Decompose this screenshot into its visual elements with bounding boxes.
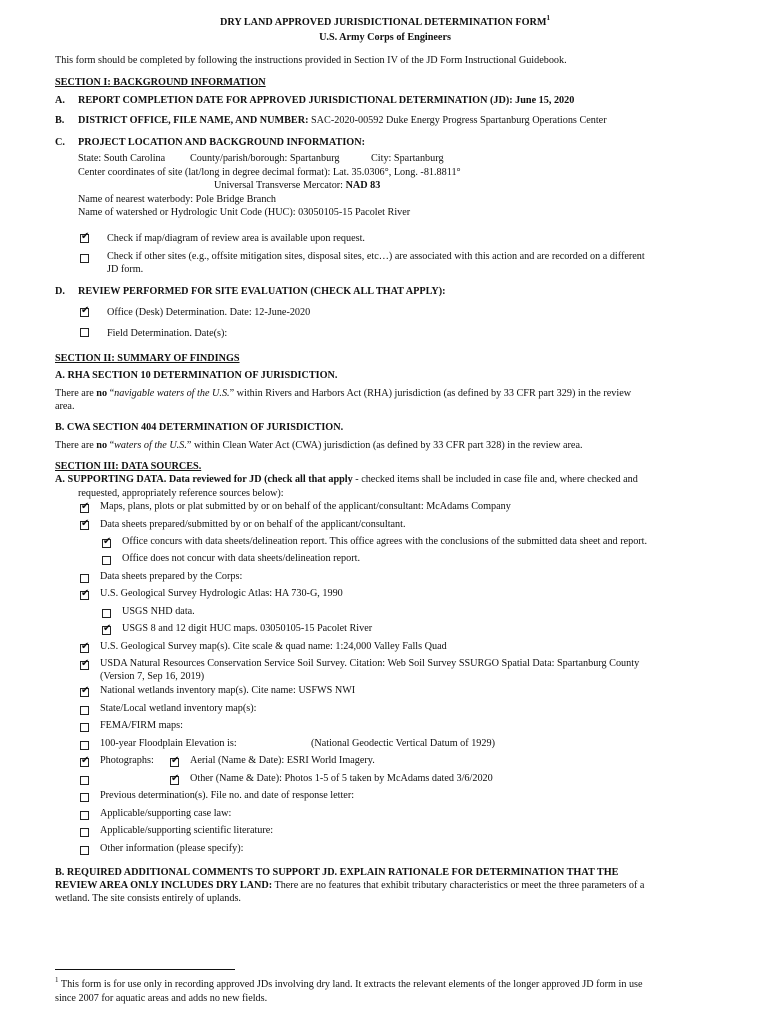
project-location-heading: PROJECT LOCATION AND BACKGROUND INFORMATION: <box>78 137 365 148</box>
usgs-maps-checkbox[interactable] <box>80 644 89 653</box>
office-determination-checkbox[interactable] <box>80 308 89 317</box>
section2-heading: SECTION II: SUMMARY OF FINDINGS <box>55 353 240 364</box>
footnote-divider <box>55 969 235 970</box>
soil-survey-label-cont: (Version 7, Sep 16, 2019) <box>100 671 205 682</box>
photographs-label: Photographs: <box>100 755 154 766</box>
footnote-ref: 1 <box>546 14 550 22</box>
footnote-text-cont: since 2007 for aquatic areas and adds no new fields. <box>55 993 268 1004</box>
section1-a-label: A. <box>55 95 65 106</box>
datasheets-label: Data sheets prepared/submitted by or on behalf of the applicant/consultant. <box>100 519 406 530</box>
nwi-checkbox[interactable] <box>80 688 89 697</box>
office-not-concur-label: Office does not concur with data sheets/delineation report. <box>122 553 361 564</box>
section1-heading: SECTION I: BACKGROUND INFORMATION <box>55 77 266 88</box>
nwi-label: National wetlands inventory map(s). Cite name: USFWS NWI <box>100 685 356 696</box>
cwa-paragraph: There are no “waters of the U.S.” within Clean Water Act (CWA) jurisdiction (as defined by 33 CFR part 328) in the review area. <box>55 440 583 451</box>
review-performed-heading: REVIEW PERFORMED FOR SITE EVALUATION (CHECK ALL THAT APPLY): <box>78 286 446 297</box>
state-field: State: South Carolina <box>78 153 166 164</box>
maps-checkbox[interactable] <box>80 504 89 513</box>
previous-determination-label: Previous determination(s). File no. and date of response letter: <box>100 790 355 801</box>
utm: Universal Transverse Mercator: NAD 83 <box>214 180 381 191</box>
rha-heading: A. RHA SECTION 10 DETERMINATION OF JURISDICTION. <box>55 370 338 381</box>
supporting-data-heading: A. SUPPORTING DATA. Data reviewed for JD (check all that apply - checked items shall be included in case file and, where checked and <box>55 474 638 485</box>
coordinates: Center coordinates of site (lat/long in degree decimal format): Lat. 35.0306°, Long. -81.8811° <box>78 167 461 178</box>
maps-label: Maps, plans, plots or plat submitted by or on behalf of the applicant/consultant: McAdams Company <box>100 501 511 512</box>
floodplain-label: 100-year Floodplain Elevation is: <box>100 738 237 749</box>
case-law-checkbox[interactable] <box>80 811 89 820</box>
footnote-text: $^1$ This form is for use only in recording approved JDs involving dry land. It extracts the relevant elements of the longer approved JD form in use <box>55 976 643 990</box>
section1-b-label: B. <box>55 115 65 126</box>
field-determination-label: Field Determination. Date(s): <box>107 328 228 339</box>
usgs-huc-checkbox[interactable] <box>102 626 111 635</box>
watershed-huc: Name of watershed or Hydrologic Unit Code (HUC): 03050105-15 Pacolet River <box>78 207 411 218</box>
other-sites-checkbox[interactable] <box>80 254 89 263</box>
usgs-maps-label: U.S. Geological Survey map(s). Cite scale & quad name: 1:24,000 Valley Falls Quad <box>100 641 447 652</box>
usgs-atlas-label: U.S. Geological Survey Hydrologic Atlas: HA 730-G, 1990 <box>100 588 343 599</box>
section1-c-label: C. <box>55 137 65 148</box>
aerial-checkbox[interactable] <box>170 758 179 767</box>
previous-determination-checkbox[interactable] <box>80 793 89 802</box>
county-field: County/parish/borough: Spartanburg <box>190 153 340 164</box>
other-information-checkbox[interactable] <box>80 846 89 855</box>
scientific-literature-label: Applicable/supporting scientific literature: <box>100 825 274 836</box>
usgs-atlas-checkbox[interactable] <box>80 591 89 600</box>
usgs-nhd-checkbox[interactable] <box>102 609 111 618</box>
additional-comments-heading-cont: REVIEW AREA ONLY INCLUDES DRY LAND: There are no features that exhibit tributary characteristics or meet the three parameters of a <box>55 880 645 891</box>
photographs-other-row-checkbox[interactable] <box>80 776 89 785</box>
fema-checkbox[interactable] <box>80 723 89 732</box>
office-concurs-checkbox[interactable] <box>102 539 111 548</box>
fema-label: FEMA/FIRM maps: <box>100 720 183 731</box>
rha-paragraph-cont: area. <box>55 401 75 412</box>
additional-comments-text: wetland. The site consists entirely of uplands. <box>55 893 241 904</box>
office-not-concur-checkbox[interactable] <box>102 556 111 565</box>
usgs-nhd-label: USGS NHD data. <box>122 606 195 617</box>
form-title: DRY LAND APPROVED JURISDICTIONAL DETERMINATION FORM$^1$ <box>219 14 550 28</box>
city-field: City: Spartanburg <box>371 153 444 164</box>
section1-d-label: D. <box>55 286 65 297</box>
map-available-label: Check if map/diagram of review area is available upon request. <box>107 233 365 244</box>
soil-survey-label: USDA Natural Resources Conservation Service Soil Survey. Citation: Web Soil Survey SSURGO Spatial Data: Spartanburg County <box>100 658 640 669</box>
cwa-heading: B. CWA SECTION 404 DETERMINATION OF JURISDICTION. <box>55 422 344 433</box>
soil-survey-checkbox[interactable] <box>80 661 89 670</box>
additional-comments-heading: B. REQUIRED ADDITIONAL COMMENTS TO SUPPORT JD. EXPLAIN RATIONALE FOR DETERMINATION THAT THE <box>55 867 619 878</box>
district-office: DISTRICT OFFICE, FILE NAME, AND NUMBER: SAC-2020-00592 Duke Energy Progress Spartanburg Operations Center <box>78 115 607 126</box>
intro-text: This form should be completed by following the instructions provided in Section IV of the JD Form Instructional Guidebook. <box>55 55 567 66</box>
other-sites-label-cont: JD form. <box>107 264 144 275</box>
rha-paragraph: There are no “navigable waters of the U.S.” within Rivers and Harbors Act (RHA) jurisdiction (as defined by 33 CFR part 329) in the review <box>55 388 632 399</box>
nearest-waterbody: Name of nearest waterbody: Pole Bridge Branch <box>78 194 277 205</box>
office-concurs-label: Office concurs with data sheets/delineation report. This office agrees with the conclusions of the submitted data sheet and report. <box>122 536 648 547</box>
field-determination-checkbox[interactable] <box>80 328 89 337</box>
state-local-checkbox[interactable] <box>80 706 89 715</box>
photographs-checkbox[interactable] <box>80 758 89 767</box>
section3-heading: SECTION III: DATA SOURCES. <box>55 461 202 472</box>
floodplain-checkbox[interactable] <box>80 741 89 750</box>
supporting-data-heading-cont: requested, appropriately reference sources below): <box>78 488 284 499</box>
datasheets-checkbox[interactable] <box>80 521 89 530</box>
scientific-literature-checkbox[interactable] <box>80 828 89 837</box>
office-determination-label: Office (Desk) Determination. Date: 12-June-2020 <box>107 307 311 318</box>
usgs-huc-label: USGS 8 and 12 digit HUC maps. 03050105-15 Pacolet River <box>122 623 373 634</box>
aerial-label: Aerial (Name & Date): ESRI World Imagery. <box>190 755 375 766</box>
other-sites-label: Check if other sites (e.g., offsite mitigation sites, disposal sites, etc…) are associated with this action and are recorded on a different <box>107 251 645 262</box>
other-photos-checkbox[interactable] <box>170 776 179 785</box>
agency-name: U.S. Army Corps of Engineers <box>319 32 451 43</box>
state-local-label: State/Local wetland inventory map(s): <box>100 703 257 714</box>
other-photos-label: Other (Name & Date): Photos 1-5 of 5 taken by McAdams dated 3/6/2020 <box>190 773 493 784</box>
corps-datasheets-label: Data sheets prepared by the Corps: <box>100 571 243 582</box>
corps-datasheets-checkbox[interactable] <box>80 574 89 583</box>
map-available-checkbox[interactable] <box>80 234 89 243</box>
completion-date: REPORT COMPLETION DATE FOR APPROVED JURISDICTIONAL DETERMINATION (JD): June 15, 2020 <box>78 95 575 106</box>
floodplain-datum: (National Geodectic Vertical Datum of 1929) <box>311 738 495 749</box>
case-law-label: Applicable/supporting case law: <box>100 808 232 819</box>
other-information-label: Other information (please specify): <box>100 843 244 854</box>
